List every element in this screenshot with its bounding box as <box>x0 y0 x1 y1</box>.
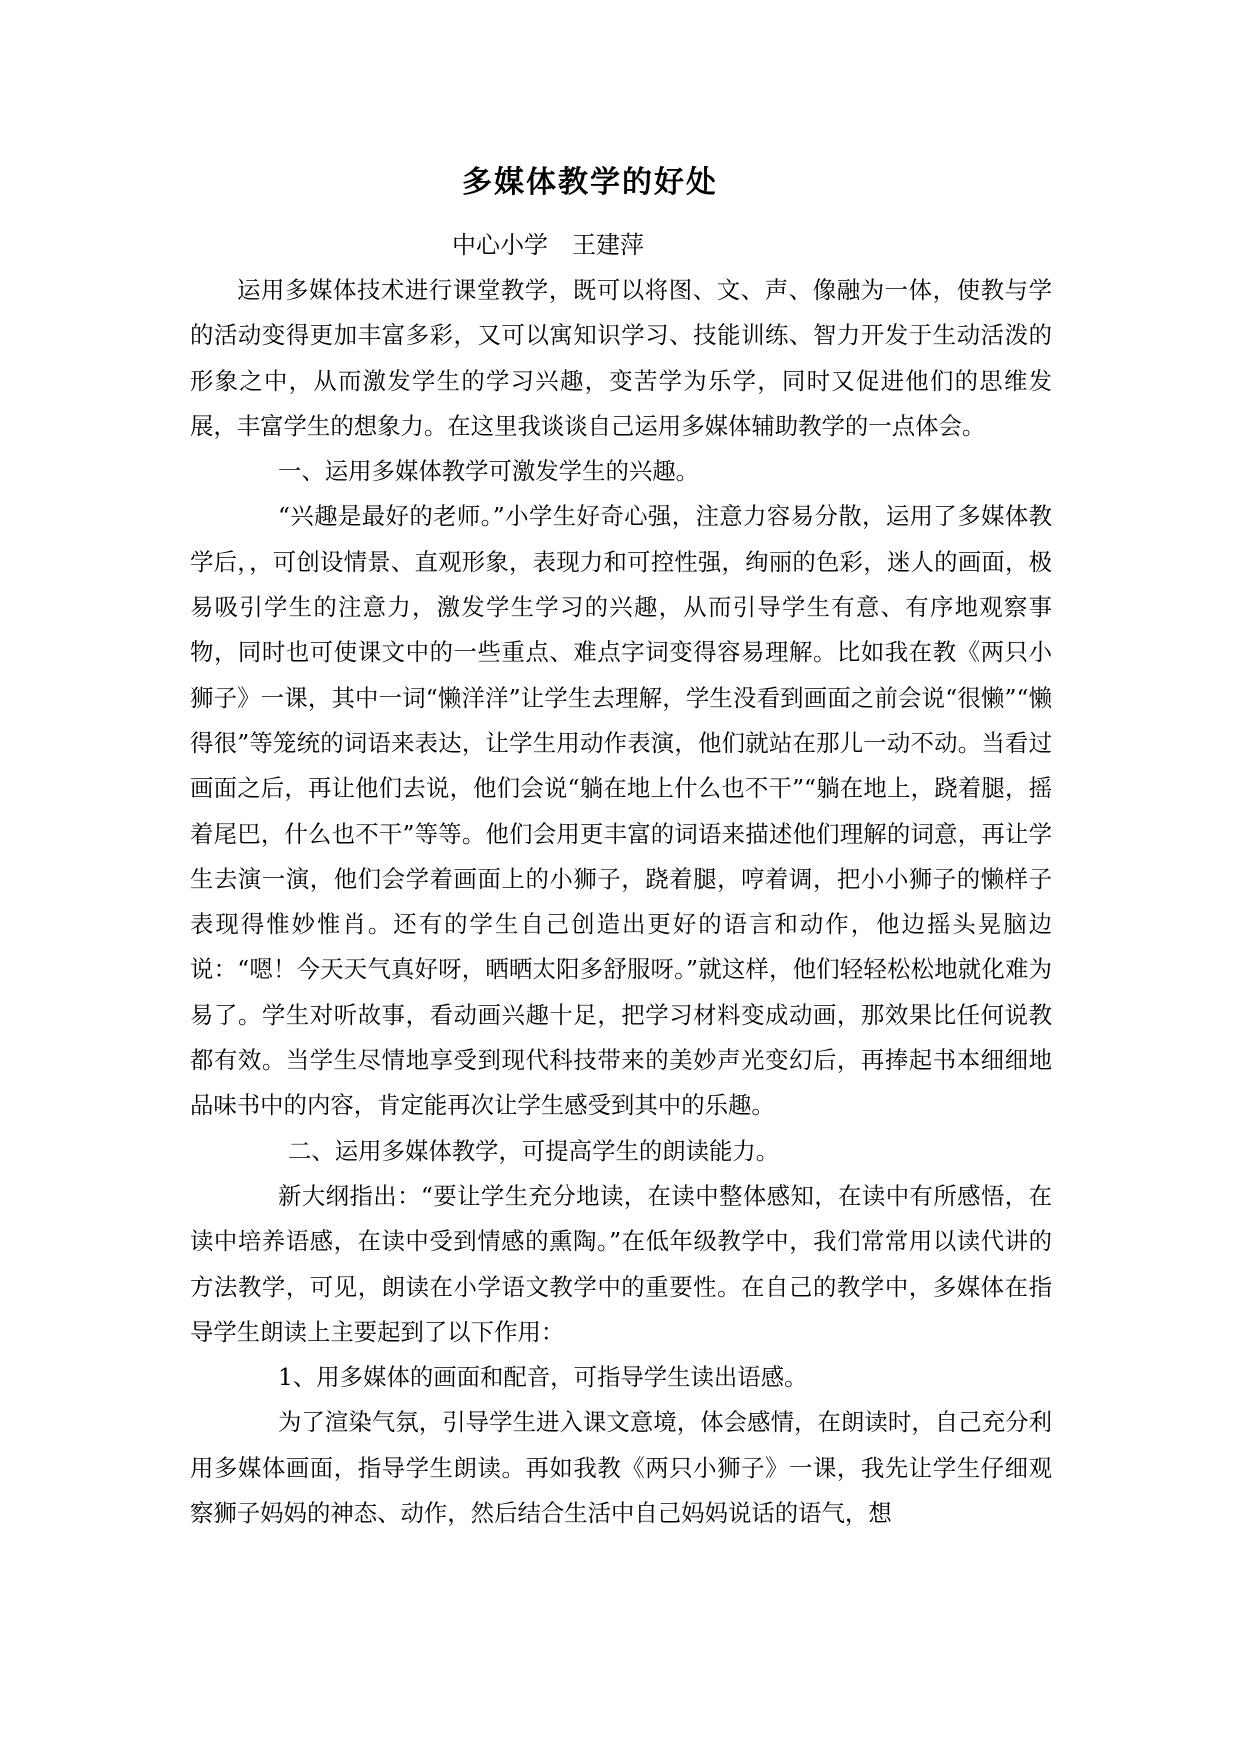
document-title: 多媒体教学的好处 <box>462 165 718 200</box>
subsection-1-paragraph: 为了渲染气氛，引导学生进入课文意境，体会感情，在朗读时，自己充分利用多媒体画面，指导学生朗读。再如我教《两只小狮子》一课，我先让学生仔细观察狮子妈妈的神态、动作，然后结合生活中自己妈妈说话的语气，想 <box>190 1408 1052 1528</box>
section-heading-1: 一、运用多媒体教学可激发学生的兴趣。 <box>278 457 700 486</box>
section-1-paragraph: “兴趣是最好的老师。”小学生好奇心强，注意力容易分散，运用了多媒体教学后，，可创设情景、直观形象，表现力和可控性强，绚丽的色彩，迷人的画面，极易吸引学生的注意力，激发学生学习的兴趣，从而引导学生有意、有序地观察事物，同时也可使课文中的一些重点、难点字词变得容易理解。比如我在教《两只小狮子》一课，其中一词“懒洋洋”让学生去理解，学生没看到画面之前会说“很懒”“懒得很”等笼统的词语来表达，让学生用动作表演，他们就站在那儿一动不动。当看过画面之后，再让他们去说，他们会说“躺在地上什么也不干”“躺在地上，跷着腿，摇着尾巴，什么也不干”等等。他们会用更丰富的词语来描述他们理解的词意，再让学生去演一演，他们会学着画面上的小狮子，跷着腿，哼着调，把小小狮子的懒样子表现得惟妙惟肖。还有的学生自己创造出更好的语言和动作，他边摇头晃脑边说：“嗯！今天天气真好呀，晒晒太阳多舒服呀。”就这样，他们轻轻松松地就化难为易了。学生对听故事，看动画兴趣十足，把学习材料变成动画，那效果比任何说教都有效。当学生尽情地享受到现代科技带来的美妙声光变幻后，再捧起书本细细地品味书中的内容，肯定能再次让学生感受到其中的乐趣。 <box>190 502 1052 1120</box>
intro-paragraph: 运用多媒体技术进行课堂教学，既可以将图、文、声、像融为一体，使教与学的活动变得更加丰富多彩，又可以寓知识学习、技能训练、智力开发于生动活泼的形象之中，从而激发学生的学习兴趣，变苦学为乐学，同时又促进他们的思维发展，丰富学生的想象力。在这里我谈谈自己运用多媒体辅助教学的一点体会。 <box>190 276 1052 440</box>
section-2-paragraph: 新大纲指出：“要让学生充分地读，在读中整体感知，在读中有所感悟，在读中培养语感，在读中受到情感的熏陶。”在低年级教学中，我们常常用以读代讲的方法教学，可见，朗读在小学语文教学中的重要性。在自己的教学中，多媒体在指导学生朗读上主要起到了以下作用： <box>190 1181 1052 1346</box>
document-body <box>190 268 1052 1536</box>
author-byline: 中心小学 王建萍 <box>452 231 644 259</box>
section-heading-2: 二、运用多媒体教学，可提高学生的朗读能力。 <box>288 1136 780 1165</box>
subsection-heading-1: 1、用多媒体的画面和配音，可指导学生读出语感。 <box>278 1363 808 1392</box>
